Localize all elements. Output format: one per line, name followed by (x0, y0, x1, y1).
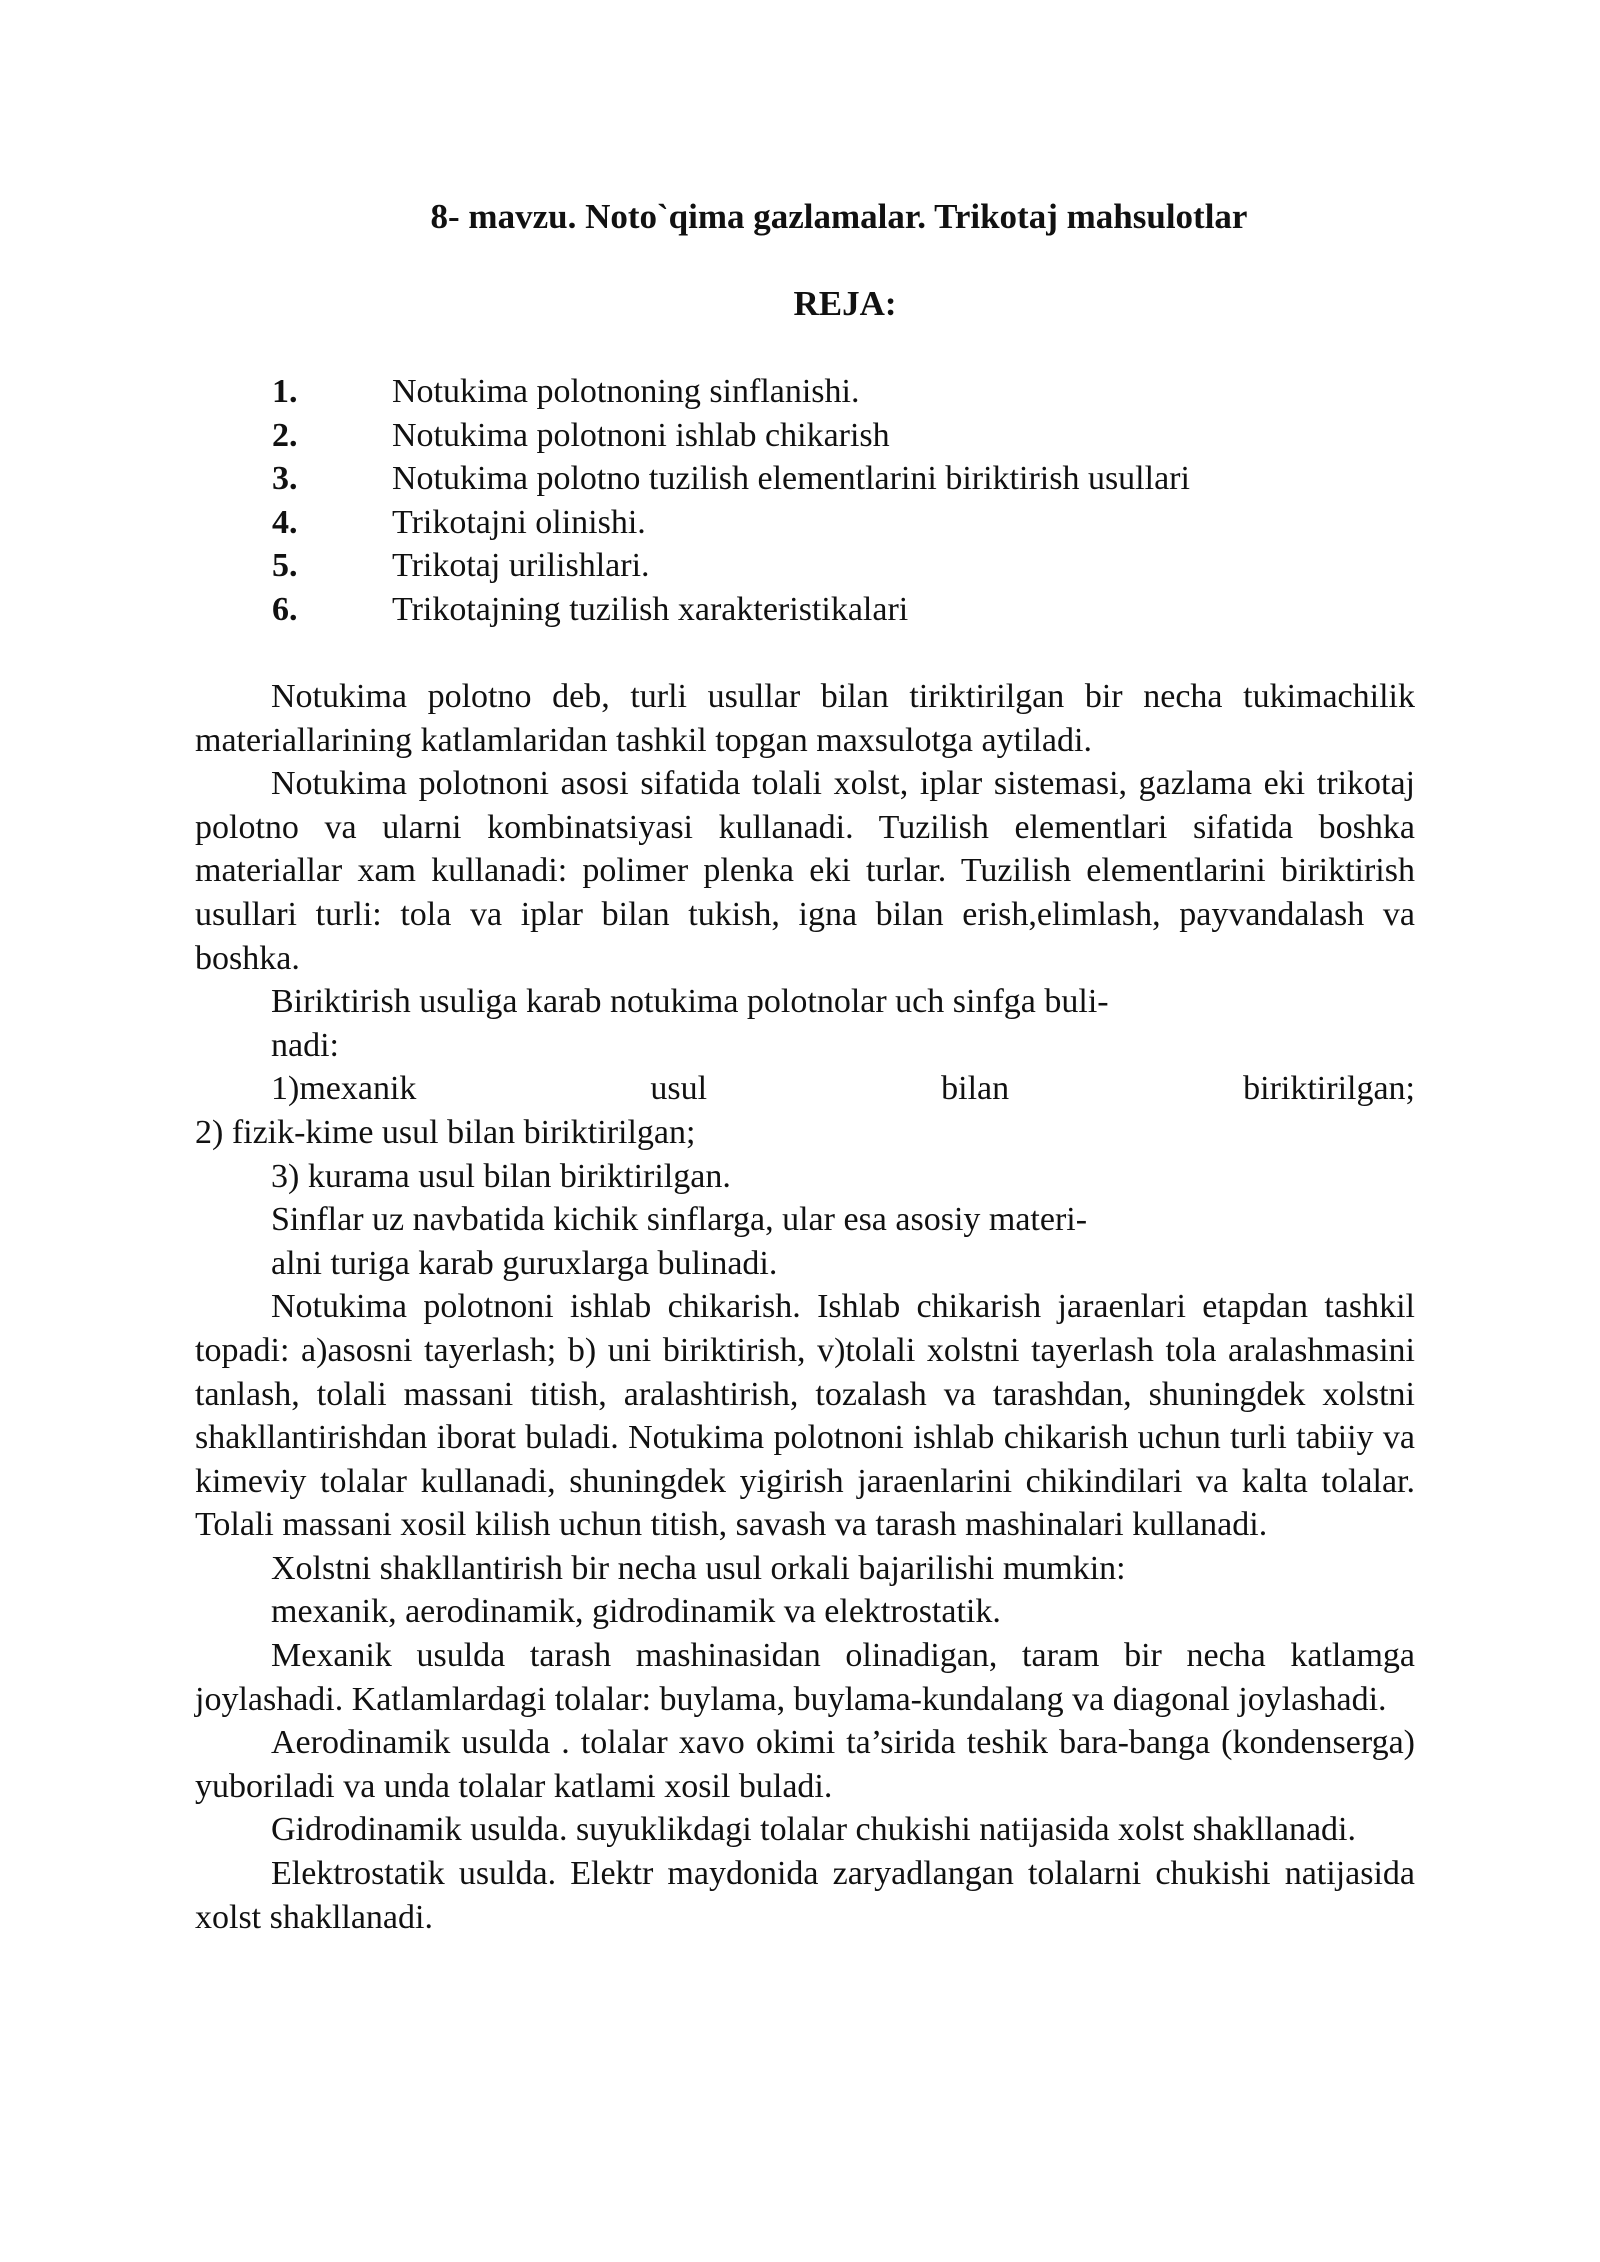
paragraph: 3) kurama usul bilan biriktirilgan. (271, 1157, 731, 1195)
plan-item-number: 6. (272, 590, 298, 628)
plan-item-text: Notukima polotnoni ishlab chikarish (392, 416, 890, 454)
paragraph: Notukima polotno deb, turli usullar bilan tiriktirilgan bir necha tukimachilik materiallarining katlamlaridan tashkil topgan maxsulotga aytiladi. (195, 678, 1415, 759)
plan-item-text: Trikotajning tuzilish xarakteristikalari (392, 590, 909, 628)
plan-item (195, 370, 1415, 414)
plan-item-text: Notukima polotnoning sinflanishi. (392, 373, 860, 410)
plan-item-text: Trikotaj urilishlari. (392, 547, 650, 585)
plan-item (195, 457, 1415, 501)
paragraph: Mexanik usulda tarash mashinasidan olinadigan, taram bir necha katlamga joylashadi. Katlamlardagi tolalar: buylama, buylama-kundalang va diagonal joylashadi. (195, 1637, 1415, 1718)
plan-item (195, 588, 1415, 632)
paragraph: Gidrodinamik usulda. suyuklikdagi tolalar chukishi natijasida xolst shakllanadi. (271, 1811, 1356, 1849)
plan-item (195, 414, 1415, 458)
plan-item (195, 544, 1415, 588)
paragraph: 2) fizik-kime usul bilan biriktirilgan; (195, 1113, 696, 1151)
plan-item-text: Trikotajni olinishi. (392, 503, 646, 541)
paragraph: Biriktirish usuliga karab notukima polotnolar uch sinfga buli- (271, 983, 1109, 1021)
paragraph: Sinflar uz navbatida kichik sinflarga, ular esa asosiy materi- (271, 1201, 1088, 1239)
paragraph: alni turiga karab guruxlarga bulinadi. (271, 1244, 778, 1282)
plan-item-number: 3. (272, 460, 298, 498)
paragraph: Aerodinamik usulda . tolalar xavo okimi ta’sirida teshik bara-banga (kondenserga) yuboriladi va unda tolalar katlami xosil buladi. (195, 1724, 1415, 1805)
plan-item-text: Notukima polotno tuzilish elementlarini biriktirish usullari (392, 460, 1190, 498)
plan-item-number: 2. (272, 416, 298, 454)
plan-heading: REJA: (793, 284, 897, 323)
paragraph: nadi: (271, 1026, 339, 1064)
paragraph: mexanik, aerodinamik, gidrodinamik va elektrostatik. (271, 1593, 1001, 1631)
document-body (195, 675, 1415, 1939)
plan-item (195, 501, 1415, 545)
paragraph: 1)mexanik usul bilan biriktirilgan; (271, 1070, 1415, 1108)
plan-list (195, 370, 1415, 632)
paragraph: Notukima polotnoni ishlab chikarish. Ishlab chikarish jaraenlari etapdan tashkil topadi: a)asosni tayerlash; b) uni biriktirish, v)tolali xolstni tayerlash tola aralashmasini tanlash, tolali massani titish, aralashtirish, tozalash va tarashdan, shuningdek xolstni shakllantirishdan iborat buladi. Notukima polotnoni ishlab chikarish uchun turli tabiiy va kimeviy tolalar kullanadi, shuningdek yigirish jaraenlarini chikindilari va kalta tolalar. Tolali massani xosil kilish uchun titish, savash va tarash mashinalari kullanadi. (195, 1288, 1415, 1544)
paragraph: Xolstni shakllantirish bir necha usul orkali bajarilishi mumkin: (271, 1549, 1126, 1587)
plan-item-number: 5. (272, 547, 298, 585)
plan-item-number: 4. (272, 503, 298, 541)
document-title: 8- mavzu. Noto`qima gazlamalar. Trikotaj mahsulotlar (430, 197, 1248, 236)
paragraph: Notukima polotnoni asosi sifatida tolali xolst, iplar sistemasi, gazlama eki trikotaj polotno va ularni kombinatsiyasi kullanadi. Tuzilish elementlari sifatida boshka materiallar xam kullanadi: polimer plenka eki turlar. Tuzilish elementlarini biriktirish usullari turli: tola va iplar bilan tukish, igna bilan erish,elimlash, payvandalash va boshka. (195, 765, 1415, 977)
paragraph: Elektrostatik usulda. Elektr maydonida zaryadlangan tolalarni chukishi natijasida xolst shakllanadi. (195, 1855, 1415, 1936)
plan-item-number: 1. (272, 373, 298, 410)
